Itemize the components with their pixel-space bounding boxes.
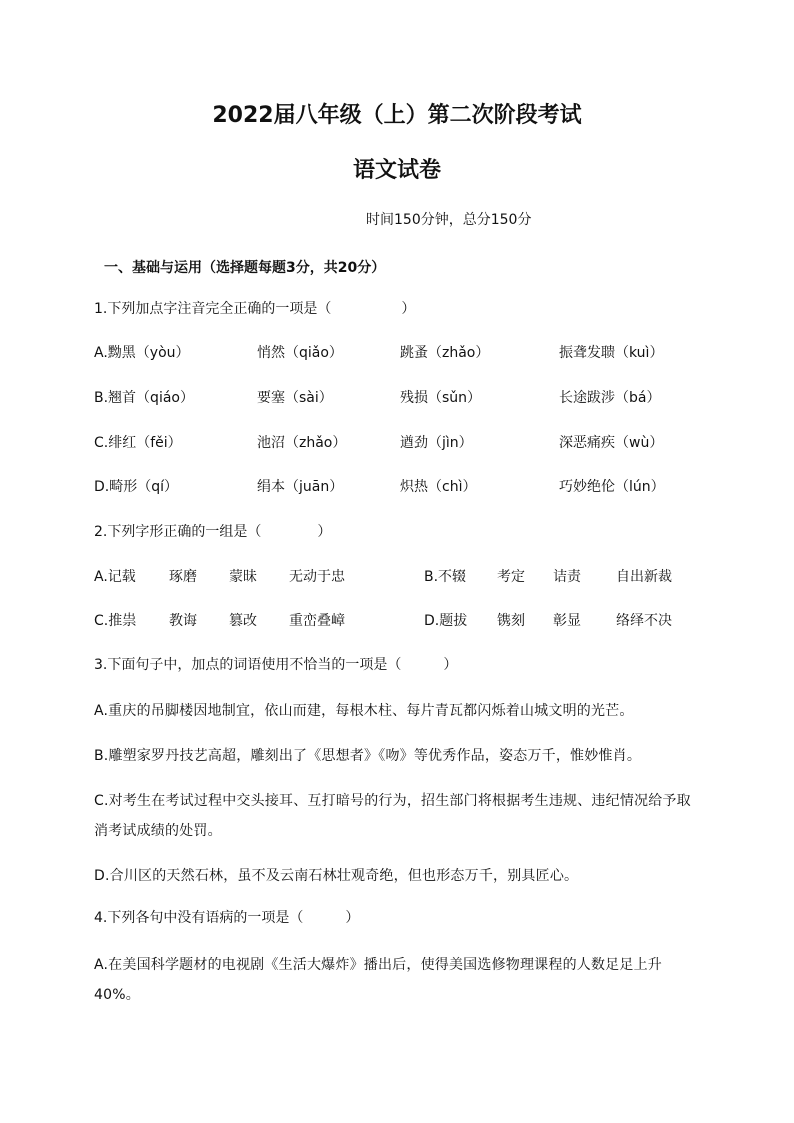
word-c-1: C.推祟 bbox=[94, 613, 137, 629]
option-b-item-1: B.翘首（qiáo） bbox=[94, 390, 194, 406]
question-2-stem: 2.下列字形正确的一组是（ ） bbox=[94, 524, 332, 540]
word-a-2: 琢磨 bbox=[169, 569, 197, 585]
exam-subtitle: 语文试卷 bbox=[352, 158, 441, 183]
option-b-item-3: 残损（sǔn） bbox=[400, 390, 482, 406]
question-3-option-b: B.雕塑家罗丹技艺高超，雕刻出了《思想者》《吻》等优秀作品，姿态万千，惟妙惟肖。 bbox=[94, 748, 642, 764]
question-3-option-a: A.重庆的吊脚楼因地制宜，依山而建，每根木柱、每片青瓦都闪烁着山城文明的光芒。 bbox=[94, 703, 634, 719]
option-d-item-2: 绢本（juān） bbox=[257, 479, 344, 495]
exam-title: 2022届八年级（上）第二次阶段考试 bbox=[212, 103, 582, 128]
option-d-item-4: 巧妙绝伦（lún） bbox=[559, 479, 665, 495]
section-heading: 一、基础与运用（选择题每题3分，共20分） bbox=[104, 260, 386, 276]
question-1-option-d bbox=[94, 476, 714, 498]
exam-time-score: 时间150分钟，总分150分 bbox=[366, 212, 532, 228]
option-a-item-4: 振聋发聩（kuì） bbox=[559, 345, 664, 361]
question-1-option-b bbox=[94, 387, 714, 409]
question-1-option-a bbox=[94, 342, 714, 364]
option-b-item-2: 要塞（sài） bbox=[257, 390, 333, 406]
word-b-2: 考定 bbox=[497, 569, 525, 585]
word-b-1: B.不辍 bbox=[424, 569, 467, 585]
option-a-item-2: 悄然（qiǎo） bbox=[257, 345, 343, 361]
word-a-4: 无动于忠 bbox=[289, 569, 345, 585]
question-1-stem: 1.下列加点字注音完全正确的一项是（ ） bbox=[94, 301, 416, 317]
word-a-3: 蒙昧 bbox=[229, 569, 257, 585]
question-4-option-a: A.在美国科学题材的电视剧《生活大爆炸》播出后，使得美国选修物理课程的人数足足上升40%。 bbox=[94, 957, 662, 1003]
question-2-row-ab bbox=[94, 566, 714, 588]
question-3-option-d: D.合川区的天然石林，虽不及云南石林壮观奇绝，但也形态万千，别具匠心。 bbox=[94, 868, 579, 884]
option-c-item-1: C.绯红（fěi） bbox=[94, 435, 182, 451]
option-d-item-1: D.畸形（qí） bbox=[94, 479, 179, 495]
question-4-stem: 4.下列各句中没有语病的一项是（ ） bbox=[94, 910, 360, 926]
option-b-item-4: 长途跋涉（bá） bbox=[559, 390, 661, 406]
option-a-item-3: 跳蚤（zhǎo） bbox=[400, 345, 490, 361]
question-3-stem: 3.下面句子中，加点的词语使用不恰当的一项是（ ） bbox=[94, 657, 458, 673]
word-d-4: 络绎不决 bbox=[616, 613, 672, 629]
word-a-1: A.记载 bbox=[94, 569, 136, 585]
question-2-row-cd bbox=[94, 610, 714, 632]
option-c-item-3: 遒劲（jìn） bbox=[400, 435, 473, 451]
word-b-3: 诘责 bbox=[553, 569, 581, 585]
question-3-option-c: C.对考生在考试过程中交头接耳、互打暗号的行为，招生部门将根据考生违规、违纪情况给予取消考试成绩的处罚。 bbox=[94, 793, 691, 839]
option-c-item-4: 深恶痛疾（wù） bbox=[559, 435, 664, 451]
option-d-item-3: 炽热（chì） bbox=[400, 479, 477, 495]
option-a-item-1: A.黝黑（yòu） bbox=[94, 345, 190, 361]
word-d-2: 镌刻 bbox=[497, 613, 525, 629]
word-c-4: 重峦叠嶂 bbox=[289, 613, 345, 629]
word-b-4: 自出新裁 bbox=[616, 569, 672, 585]
question-1-option-c bbox=[94, 432, 714, 454]
word-d-3: 彰显 bbox=[553, 613, 581, 629]
word-d-1: D.题拔 bbox=[424, 613, 468, 629]
word-c-3: 篡改 bbox=[229, 613, 257, 629]
option-c-item-2: 池沼（zhǎo） bbox=[257, 435, 347, 451]
word-c-2: 教诲 bbox=[169, 613, 197, 629]
